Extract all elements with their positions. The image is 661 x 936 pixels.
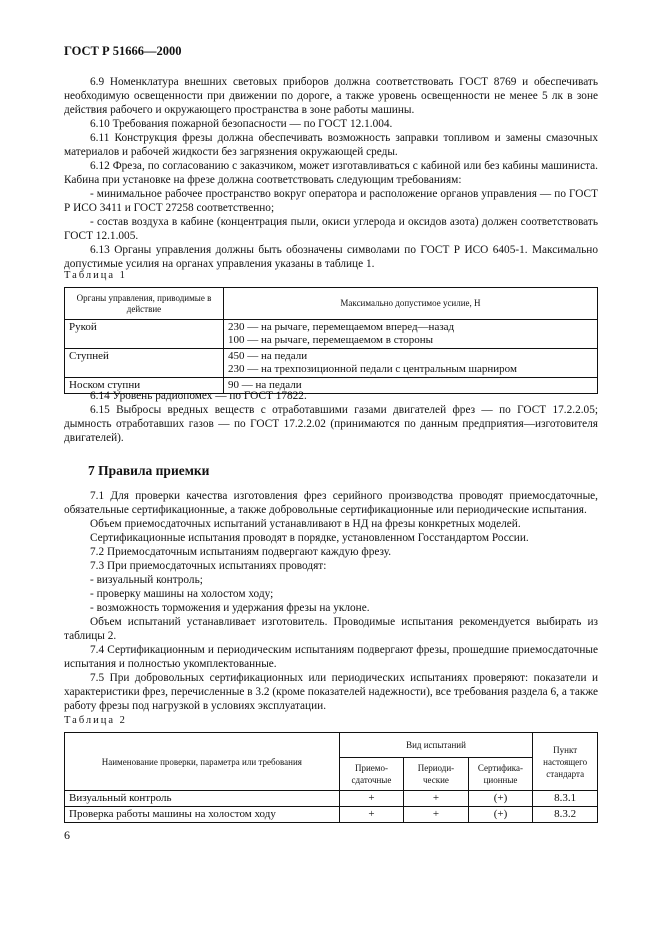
force-line: 230 — на рычаге, перемещаемом вперед—назад: [228, 321, 455, 333]
table-1-cell-control: Ступней: [65, 349, 224, 378]
table-1-header-control: Органы управления, приводимые в действие: [65, 288, 224, 320]
table-1-cell-control: Рукой: [65, 320, 224, 349]
paragraph-7-2: 7.2 Приемосдаточным испытаниям подвергают каждую фрезу.: [90, 546, 392, 558]
table-2-header-name: Наименование проверки, параметра или требования: [65, 733, 340, 791]
table-2-header-certification: Сертифика-ционные: [468, 758, 533, 791]
table-2-cell-acceptance: +: [339, 807, 404, 823]
paragraph-7-4: 7.4 Сертификационным и периодическим испытаниям подвергают фрезы, прошедшие приемосдаточные испытания и полностью укомплектованные.: [64, 644, 598, 670]
document-code-header: ГОСТ Р 51666—2000: [64, 44, 182, 58]
table-2-header-periodic: Периоди-ческие: [404, 758, 468, 791]
table-2-header-test-types: Вид испытаний: [339, 733, 533, 758]
table-1-header-force: Максимально допустимое усилие, Н: [224, 288, 598, 320]
page-number: 6: [64, 828, 70, 842]
paragraph-7-3: 7.3 При приемосдаточных испытаниях проводят:: [90, 560, 327, 572]
paragraph-6-15: 6.15 Выбросы вредных веществ с отработавшими газами двигателей фрез — по ГОСТ 17.2.2.05; дымность отработавших газов — по ГОСТ 17.2.2.02 (принимаются по данным предприятия—изготовителя двигателей).: [64, 404, 598, 444]
table-2-cell-periodic: +: [404, 791, 468, 807]
table-row: [65, 320, 598, 349]
section-6-text-block: [64, 75, 598, 271]
table-2-cell-certification: (+): [468, 807, 533, 823]
table-1-cell-force: [224, 320, 598, 349]
paragraph-6-10: 6.10 Требования пожарной безопасности — по ГОСТ 12.1.004.: [90, 118, 393, 130]
paragraph-6-11: 6.11 Конструкция фрезы должна обеспечивать возможность заправки топливом и замены смазочных материалов и рабочей жидкости без загрязнения окружающей среды.: [64, 132, 598, 158]
force-line: 450 — на педали: [228, 350, 308, 362]
table-2-caption: Таблица 2: [64, 715, 127, 726]
force-line: 100 — на рычаге, перемещаемом в стороны: [228, 334, 434, 346]
paragraph-6-13: 6.13 Органы управления должны быть обозначены символами по ГОСТ Р ИСО 6405-1. Максимально допустимые усилия на органах управления указаны в таблице 1.: [64, 244, 598, 270]
table-2-header-acceptance: Приемо-сдаточные: [339, 758, 404, 791]
table-2-cell-certification: (+): [468, 791, 533, 807]
paragraph-6-12: 6.12 Фреза, по согласованию с заказчиком, может изготавливаться с кабиной или без кабины машиниста. Кабина при установке на фрезе должна соответствовать следующим требованиям:: [64, 160, 598, 186]
paragraph-acceptance-scope: Объем приемосдаточных испытаний устанавливают в НД на фрезы конкретных моделей.: [90, 518, 521, 530]
table-1-caption: Таблица 1: [64, 270, 127, 281]
paragraph-6-14: 6.14 Уровень радиопомех — по ГОСТ 17822.: [90, 390, 307, 402]
list-item-idle-check: - проверку машины на холостом ходу;: [90, 588, 274, 600]
table-2-header-row: [65, 733, 598, 758]
force-line: 230 — на трехпозиционной педали с центральным шарниром: [228, 363, 517, 375]
table-1-cell-force: [224, 349, 598, 378]
table-1-header-row: [65, 288, 598, 320]
paragraph-test-scope: Объем испытаний устанавливает изготовитель. Проводимые испытания рекомендуется выбирать из таблицы 2.: [64, 616, 598, 642]
list-item-visual-check: - визуальный контроль;: [90, 574, 203, 586]
table-2-cell-acceptance: +: [339, 791, 404, 807]
table-2-cell-name: Визуальный контроль: [65, 791, 340, 807]
table-2-cell-clause: 8.3.1: [533, 791, 598, 807]
force-line: 90 — на педали: [228, 379, 302, 391]
section-7-heading: 7 Правила приемки: [88, 463, 210, 478]
section-7-text-block: [64, 489, 598, 713]
paragraph-7-1: 7.1 Для проверки качества изготовления фрез серийного производства проводят приемосдаточные, обязательные сертификационные, а также добровольные сертификационные или периодические испытания.: [64, 490, 598, 516]
list-item-cabin-air: - состав воздуха в кабине (концентрация пыли, окиси углерода и оксидов азота) должен соответствовать ГОСТ 12.1.005.: [64, 216, 598, 242]
table-2-cell-name: Проверка работы машины на холостом ходу: [65, 807, 340, 823]
table-row: [65, 791, 598, 807]
table-2-test-types: [64, 732, 598, 823]
table-row: [65, 349, 598, 378]
table-2-header-clause: Пункт настоящего стандарта: [533, 733, 598, 791]
section-6-continued-text-block: [64, 389, 598, 445]
table-2-cell-clause: 8.3.2: [533, 807, 598, 823]
table-row: [65, 807, 598, 823]
paragraph-7-5: 7.5 При добровольных сертификационных или периодических испытаниях проверяют: показатели и характеристики фрез, перечисленные в 3.2 (кроме показателей надежности), все требования раздела 6, а также работу фрезы под нагрузкой в условиях эксплуатации.: [64, 672, 598, 712]
paragraph-certification-order: Сертификационные испытания проводят в порядке, установленном Госстандартом России.: [90, 532, 529, 544]
paragraph-6-9: 6.9 Номенклатура внешних световых приборов должна соответствовать ГОСТ 8769 и обеспечивать необходимую освещенности при движении по дороге, а также уровень освещенности не менее 5 лк в зоне действия рабочего и окружающего пространства в зоне работы машины.: [64, 76, 598, 116]
list-item-braking-check: - возможность торможения и удержания фрезы на уклоне.: [90, 602, 370, 614]
table-2-cell-periodic: +: [404, 807, 468, 823]
table-1-control-forces: [64, 287, 598, 394]
list-item-cabin-space: - минимальное рабочее пространство вокруг оператора и расположение органов управления — по ГОСТ Р ИСО 3411 и ГОСТ 27258 соответственно;: [64, 188, 598, 214]
table-1-cell-control: Носком ступни: [65, 378, 224, 394]
